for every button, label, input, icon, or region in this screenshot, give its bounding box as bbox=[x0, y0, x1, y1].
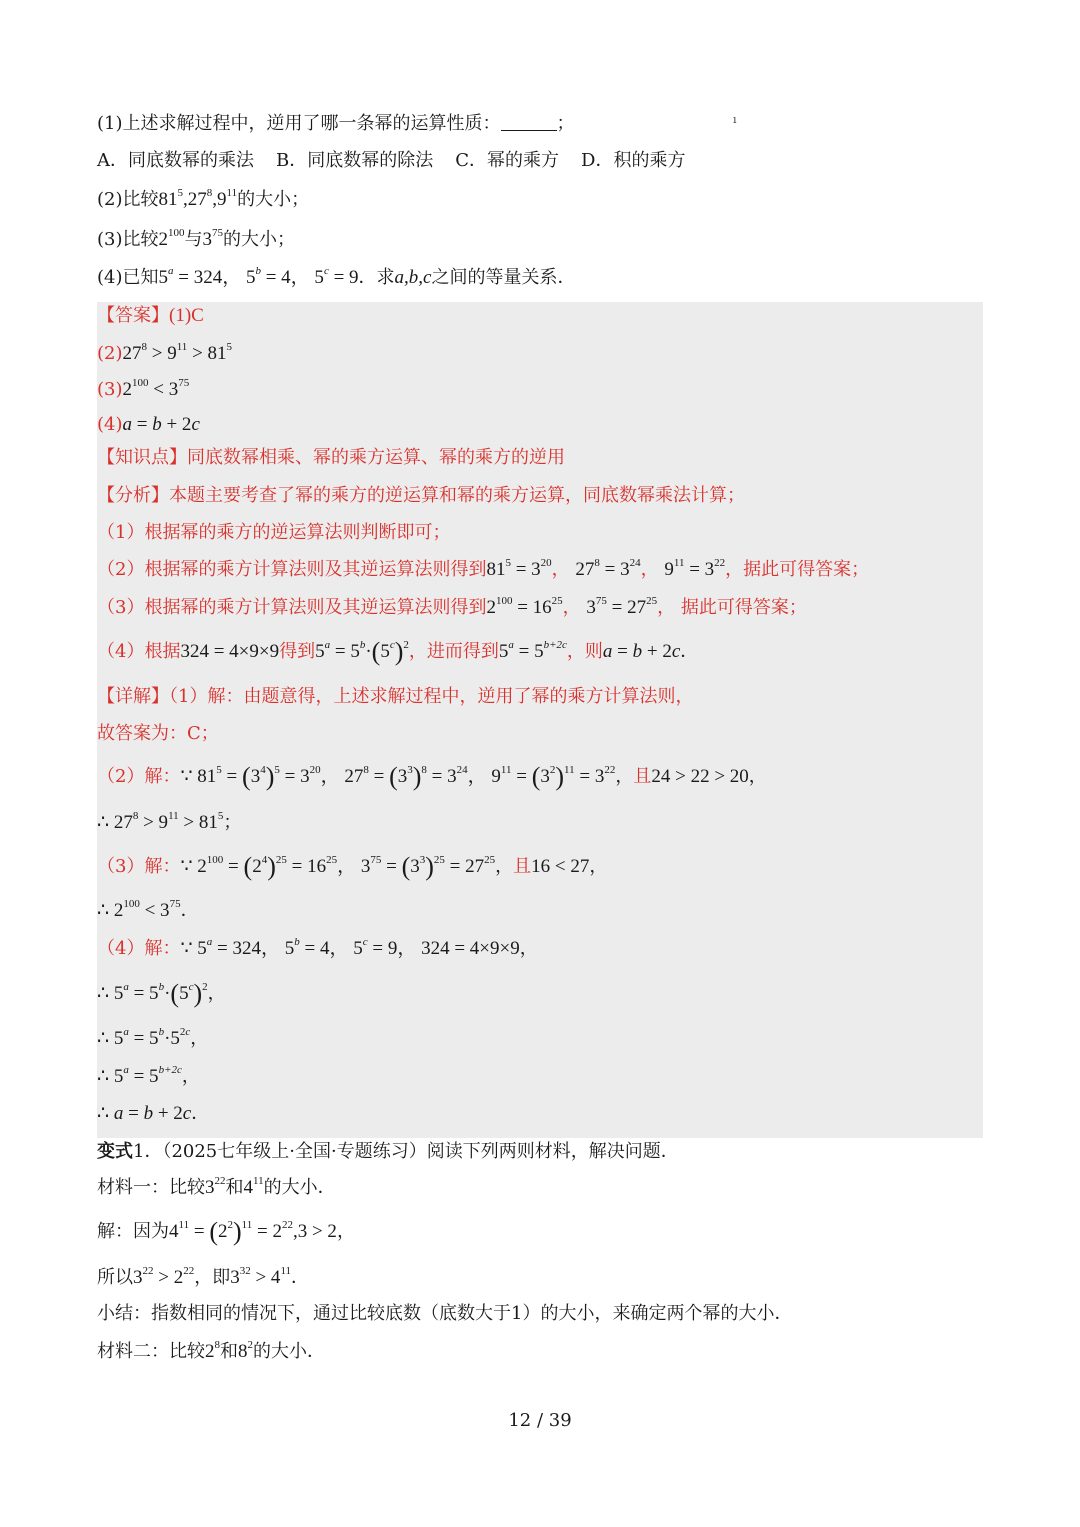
option-c: C．幂的乘方 bbox=[455, 150, 560, 171]
analysis-3: （3）根据幂的乘方计算法则及其逆运算法则得到$2^{100} = 16^{25}$， $3^{75} = 27^{25}$， 据此可得答案； bbox=[97, 594, 807, 618]
variant-title: 变式1．（2025七年级上·全国·专题练习）阅读下列两则材料，解决问题． bbox=[97, 1141, 679, 1162]
detail-4-conclusion: ∴ a = b + 2c． bbox=[97, 1103, 210, 1124]
material-1-solution: 解：因为$4^{11} = (2^2)^{11} = 2^{22},3 > 2$， bbox=[97, 1217, 355, 1246]
detail-1: 【详解】（1）解：由题意得，上述求解过程中，逆用了幂的乘方计算法则， bbox=[97, 686, 694, 707]
material-2: 材料二：比较$2^8$和$8^2$的大小． bbox=[97, 1338, 325, 1362]
answer-tag: 【答案】 bbox=[97, 305, 169, 326]
option-b: B．同底数幂的除法 bbox=[276, 150, 434, 171]
detail-1b: 故答案为：C； bbox=[97, 723, 219, 744]
page-number: 12 / 39 bbox=[508, 1410, 572, 1431]
detail-2-conclusion: ∴ $27^8 > 9^{11} > 81^5$； bbox=[97, 809, 242, 833]
option-a: A．同底数幂的乘法 bbox=[97, 150, 254, 171]
detail-4: （4）解：∵ $5^a = 324$， $5^b = 4$， $5^c = 9$， 324 = 4×9×9， bbox=[97, 935, 538, 959]
question-3: (3)比较$2^{100}$与$3^{75}$的大小； bbox=[97, 226, 295, 250]
question-4: (4)已知$5^a = 324$， $5^b = 4$， $5^c = 9$．求a,b,c之间的等量关系． bbox=[97, 264, 576, 288]
answer-line-4: (4)a = b + 2c bbox=[97, 414, 200, 435]
analysis-1: （1）根据幂的乘方的逆运算法则判断即可； bbox=[97, 522, 451, 543]
analysis-tag: 【分析】 bbox=[97, 485, 169, 506]
summary: 小结：指数相同的情况下，通过比较底数（底数大于1）的大小，来确定两个幂的大小． bbox=[97, 1303, 793, 1324]
answer-line-1: 【答案】(1)C bbox=[97, 305, 204, 326]
analysis-4: （4）根据324 = 4×9×9得到$5^a = 5^b\cdot(5^c)^2$，进而得到$5^a = 5^{b+2c}$，则a = b + 2c． bbox=[97, 637, 699, 666]
knowledge-line: 【知识点】同底数幂相乘、幂的乘方运算、幂的乘方的逆用 bbox=[97, 447, 565, 468]
knowledge-tag: 【知识点】 bbox=[97, 447, 187, 468]
analysis-2: （2）根据幂的乘方计算法则及其逆运算法则得到$81^5 = 3^{20}$， $27^8 = 3^{24}$， $9^{11} = 3^{22}$，据此可得答案； bbox=[97, 556, 870, 580]
margin-mark: ı bbox=[733, 113, 737, 126]
answer-line-2: $(2)27^8 > 9^{11} > 81^5$ bbox=[97, 340, 233, 364]
material-1-conclusion: 所以$3^{22} > 2^{22}$，即$3^{32} > 4^{11}$． bbox=[97, 1264, 310, 1288]
option-d: D．积的乘方 bbox=[581, 150, 686, 171]
variant-label: 变式 bbox=[97, 1141, 133, 1162]
answer-line-3: $(3)2^{100} < 3^{75}$ bbox=[97, 376, 190, 400]
detail-3-conclusion: ∴ $2^{100} < 3^{75}$． bbox=[97, 897, 199, 921]
detail-3: （3）解：∵ $2^{100} = (2^4)^{25} = 16^{25}$， $3^{75} = (3^3)^{25} = 27^{25}$，且16 < 27， bbox=[97, 852, 608, 881]
answer-blank bbox=[501, 112, 557, 131]
question-2: (2)比较$81^5,27^8,9^{11}$的大小； bbox=[97, 186, 310, 210]
detail-4-step-1: ∴ $5^a = 5^b\cdot(5^c)^2$， bbox=[97, 979, 226, 1008]
solution-panel bbox=[97, 302, 983, 1138]
question-1: (1)上述求解过程中，逆用了哪一条幂的运算性质： ； bbox=[97, 113, 575, 134]
detail-4-step-2: ∴ $5^a = 5^b\cdot 5^{2c}$， bbox=[97, 1025, 209, 1049]
material-1: 材料一：比较$3^{22}$和$4^{11}$的大小． bbox=[97, 1174, 336, 1198]
detail-4-step-3: ∴ $5^a = 5^{b+2c}$， bbox=[97, 1063, 200, 1087]
math-expression: $81^5,27^8,9^{11}$ bbox=[158, 186, 238, 210]
detail-tag: 【详解】 bbox=[97, 686, 169, 707]
detail-2: （2）解：∵ $81^5 = (3^4)^5 = 3^{20}$， $27^8 = (3^3)^8 = 3^{24}$， $9^{11} = (3^2)^{11} = 3^{22}$，且24 > 22 > 20， bbox=[97, 762, 767, 791]
analysis-intro: 【分析】本题主要考查了幂的乘方的逆运算和幂的乘方运算，同底数幂乘法计算； bbox=[97, 485, 745, 506]
question-1-options bbox=[97, 149, 685, 173]
